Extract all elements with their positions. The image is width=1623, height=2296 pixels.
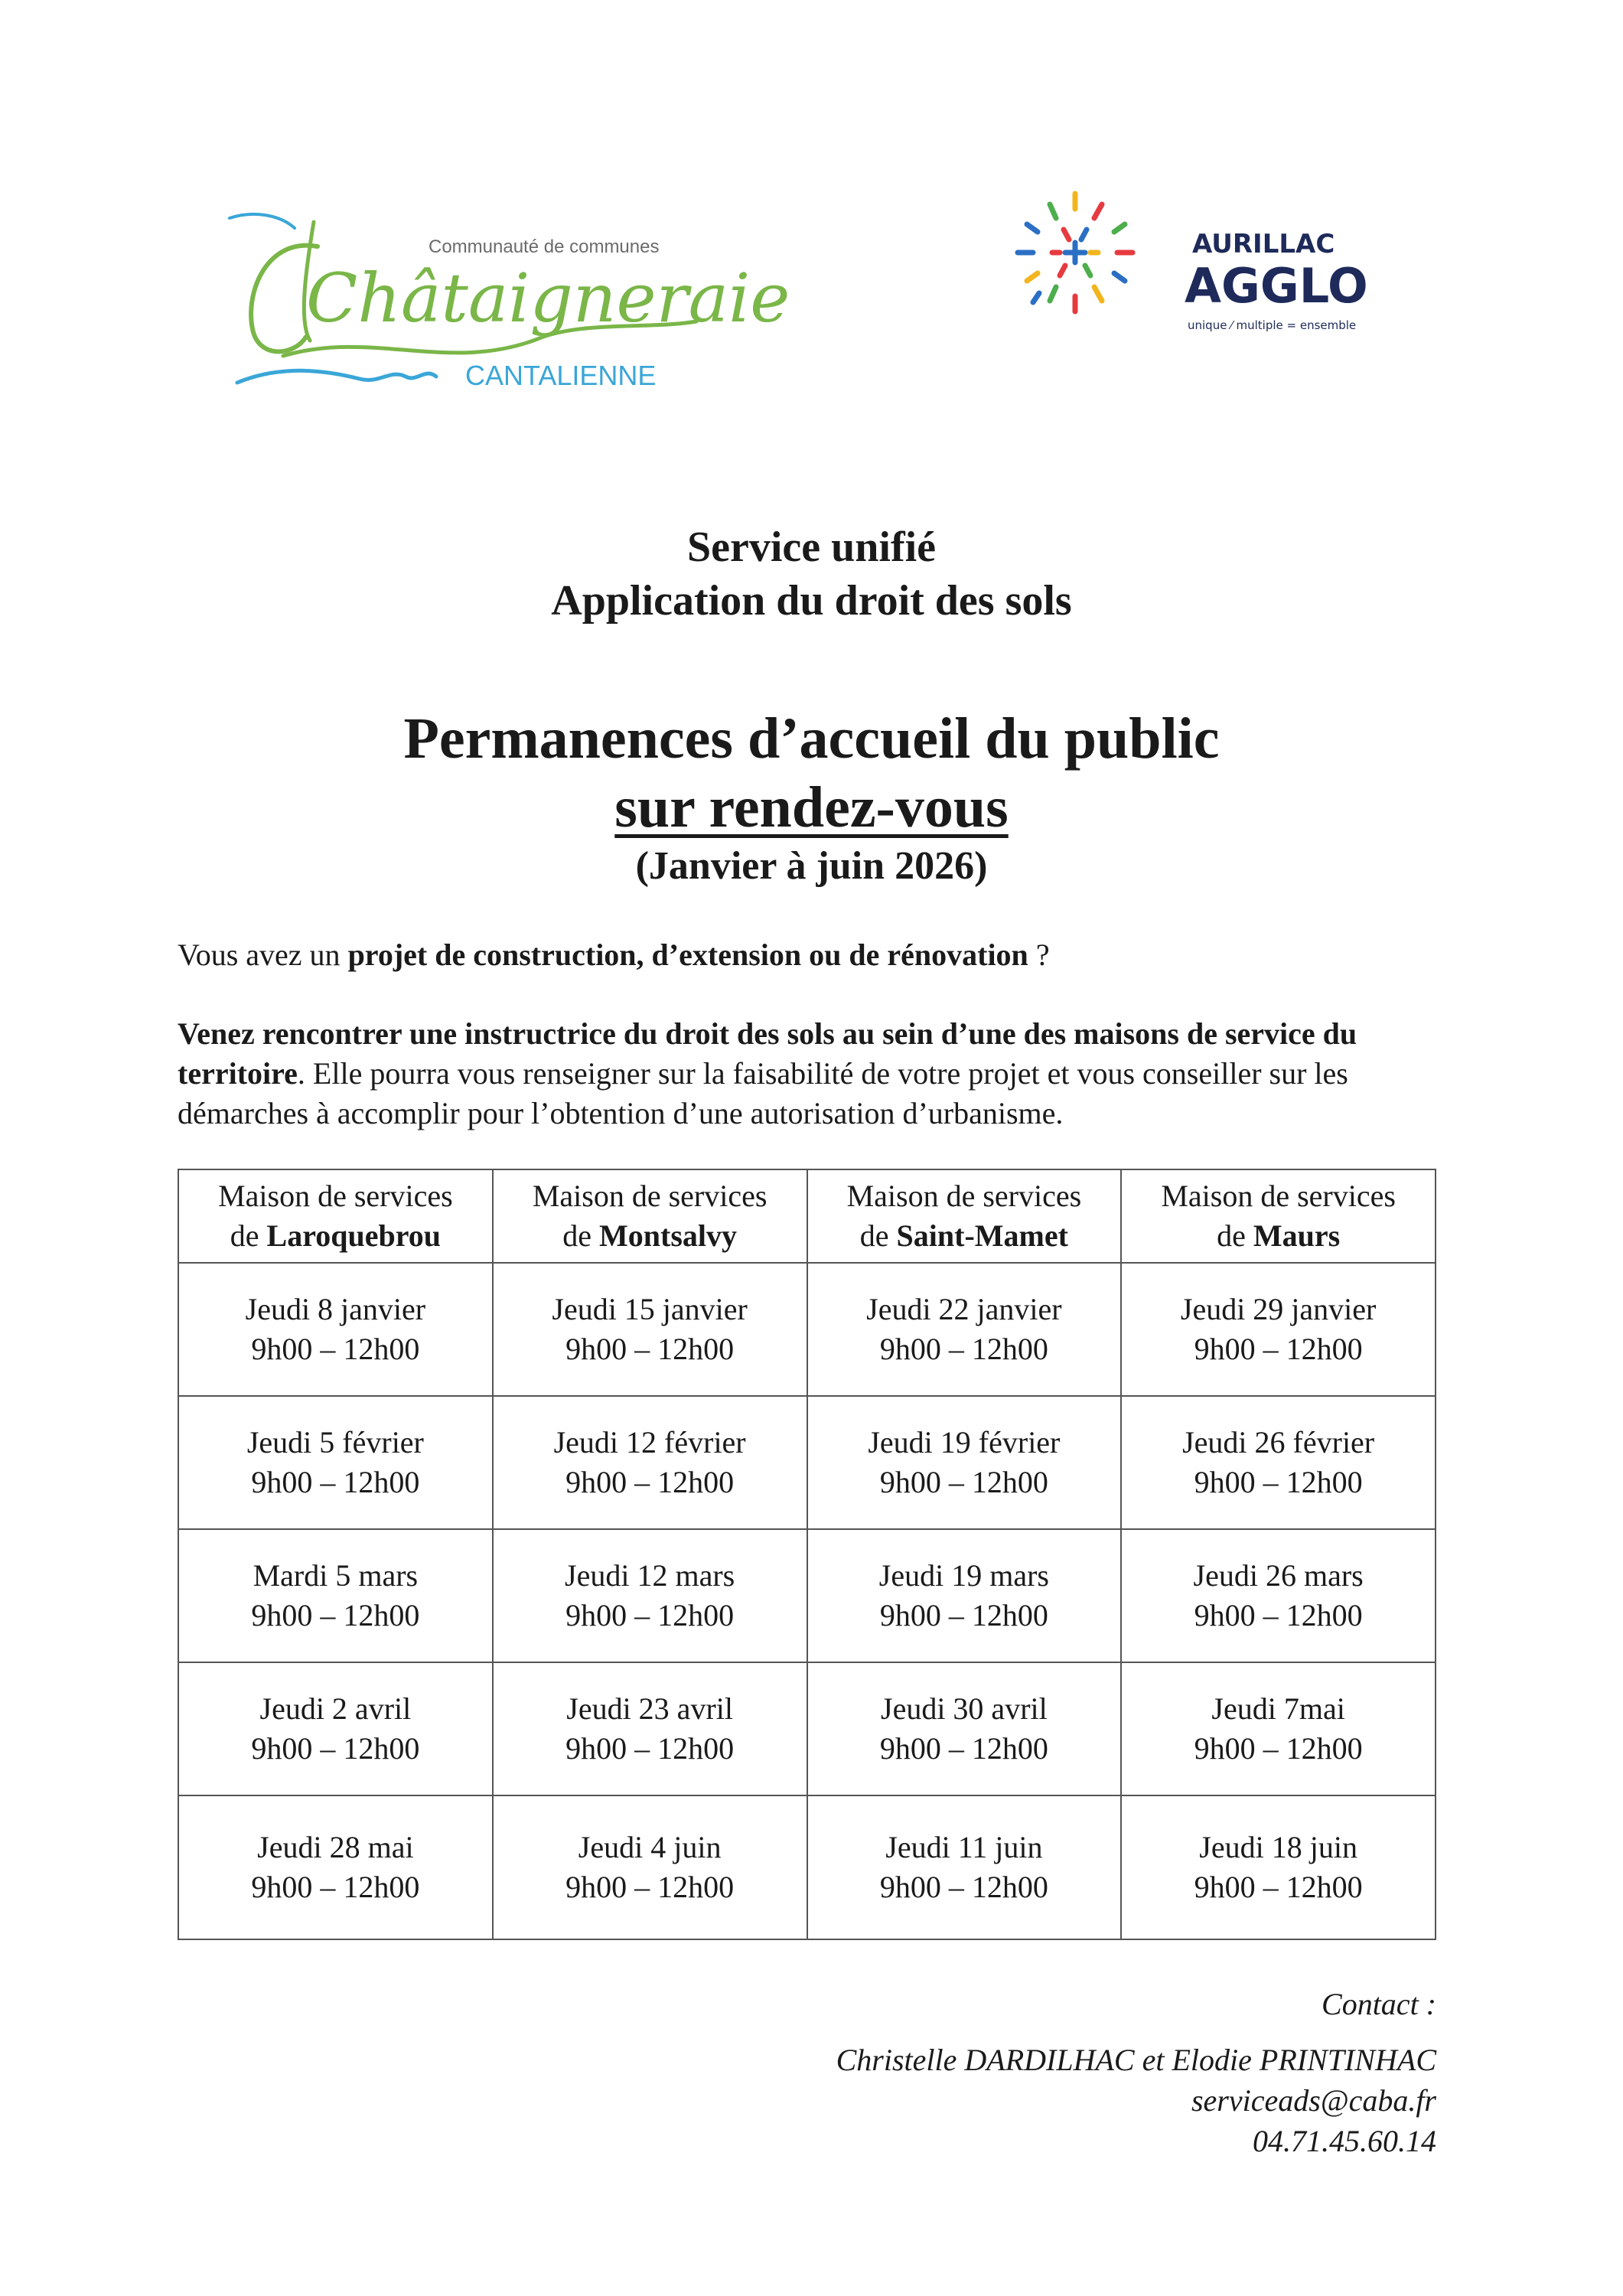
- table-cell: Jeudi 19 février 9h00 – 12h00: [807, 1396, 1122, 1529]
- intro-question-after: ?: [1028, 938, 1050, 972]
- contact-label: Contact :: [1322, 1987, 1436, 2021]
- chataigneraie-logo-art: [222, 207, 790, 398]
- title-line2: sur rendez-vous: [614, 775, 1009, 840]
- table-cell: Jeudi 29 janvier 9h00 – 12h00: [1121, 1263, 1436, 1396]
- table-cell: Jeudi 18 juin 9h00 – 12h00: [1121, 1795, 1436, 1939]
- intro-paragraph: [178, 1014, 1436, 1133]
- table-cell: Jeudi 26 février 9h00 – 12h00: [1121, 1396, 1436, 1529]
- table-cell: Jeudi 28 mai 9h00 – 12h00: [178, 1795, 493, 1939]
- title-line1: Permanences d’accueil du public: [403, 706, 1220, 771]
- table-cell: Jeudi 4 juin 9h00 – 12h00: [493, 1795, 807, 1939]
- logo-right-line2: AGGLO: [1185, 258, 1368, 314]
- page-title: [0, 704, 1623, 891]
- table-cell: Jeudi 23 avril 9h00 – 12h00: [493, 1662, 807, 1795]
- table-row: [178, 1529, 1436, 1662]
- table-cell: Jeudi 30 avril 9h00 – 12h00: [807, 1662, 1122, 1795]
- table-cell: Jeudi 12 mars 9h00 – 12h00: [493, 1529, 807, 1662]
- table-cell: Jeudi 5 février 9h00 – 12h00: [178, 1396, 493, 1529]
- heading-line2: Application du droit des sols: [551, 577, 1072, 625]
- table-header: Maison de services de Montsalvy: [493, 1169, 807, 1263]
- contact-names: Christelle DARDILHAC et Elodie PRINTINHAC: [836, 2043, 1436, 2077]
- intro-question-bold: projet de construction, d’extension ou de rénovation: [347, 938, 1028, 972]
- contact-phone[interactable]: 04.71.45.60.14: [1253, 2124, 1436, 2158]
- table-cell: Jeudi 19 mars 9h00 – 12h00: [807, 1529, 1122, 1662]
- table-cell: Jeudi 22 janvier 9h00 – 12h00: [807, 1263, 1122, 1396]
- intro-paragraph-bold: Venez rencontrer une instructrice du droit des sols au sein d’une des maisons de service du territoire: [178, 1016, 1357, 1091]
- table-cell: Jeudi 8 janvier 9h00 – 12h00: [178, 1263, 493, 1396]
- title-line3: (Janvier à juin 2026): [635, 844, 988, 888]
- table-cell: Jeudi 2 avril 9h00 – 12h00: [178, 1662, 493, 1795]
- schedule-table: [178, 1169, 1436, 1940]
- table-row: [178, 1263, 1436, 1396]
- intro-question: [178, 935, 1436, 975]
- table-header-row: [178, 1169, 1436, 1263]
- table-row: [178, 1662, 1436, 1795]
- table-header: Maison de services de Maurs: [1121, 1169, 1436, 1263]
- table-header: Maison de services de Laroquebrou: [178, 1169, 493, 1263]
- heading-line1: Service unifié: [686, 523, 937, 571]
- table-row: [178, 1795, 1436, 1939]
- chataigneraie-logo: [222, 207, 790, 398]
- table-cell: Jeudi 26 mars 9h00 – 12h00: [1121, 1529, 1436, 1662]
- contact-email[interactable]: serviceads@caba.fr: [1191, 2083, 1436, 2118]
- table-header: Maison de services de Saint-Mamet: [807, 1169, 1122, 1263]
- table-cell: Jeudi 7mai 9h00 – 12h00: [1121, 1662, 1436, 1795]
- logo-left-line3: CANTALIENNE: [465, 360, 657, 391]
- table-row: [178, 1396, 1436, 1529]
- table-cell: Jeudi 15 janvier 9h00 – 12h00: [493, 1263, 807, 1396]
- table-cell: Jeudi 11 juin 9h00 – 12h00: [807, 1795, 1122, 1939]
- logo-right-line1: AURILLAC: [1192, 229, 1335, 259]
- logo-left-line2: Châtaigneraie: [306, 259, 790, 338]
- service-heading: [0, 520, 1623, 628]
- contact-block: [836, 2040, 1436, 2161]
- aurillac-agglo-logo-art: [987, 188, 1370, 371]
- table-cell: Jeudi 12 février 9h00 – 12h00: [493, 1396, 807, 1529]
- intro-paragraph-rest: . Elle pourra vous renseigner sur la faisabilité de votre projet et vous conseiller sur les démarches à accomplir pour l’obtention d’une autorisation d’urbanisme.: [178, 1056, 1348, 1130]
- logo-right-line3: unique ⁄ multiple = ensemble: [1188, 318, 1357, 332]
- intro-question-before: Vous avez un: [178, 938, 348, 972]
- table-cell: Mardi 5 mars 9h00 – 12h00: [178, 1529, 493, 1662]
- logo-left-line1: Communauté de communes: [429, 236, 660, 257]
- aurillac-agglo-logo: [987, 188, 1370, 371]
